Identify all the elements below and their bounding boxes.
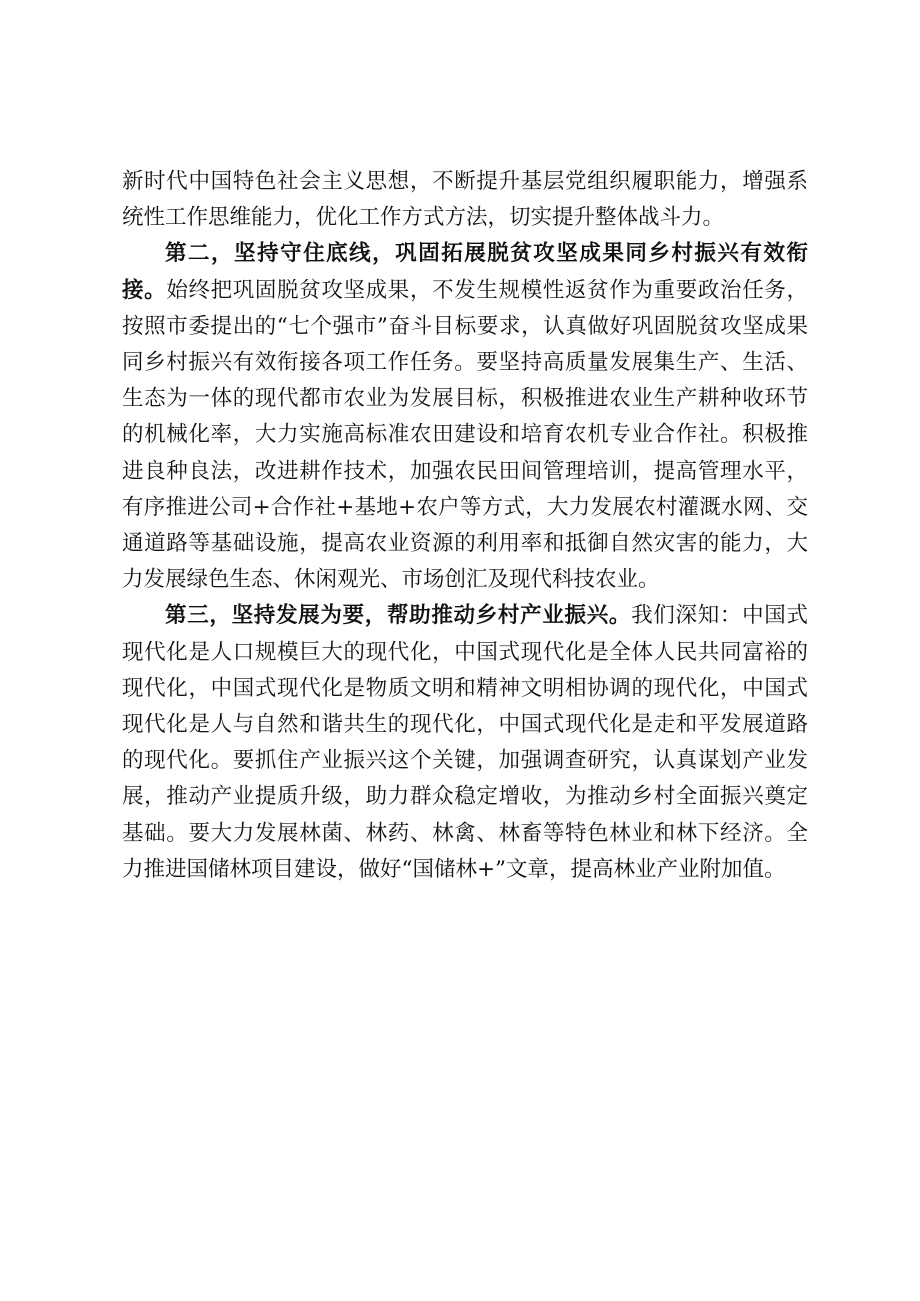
paragraph-third-point xyxy=(122,598,808,888)
paragraph-continuation xyxy=(122,164,808,236)
paragraph-body: 我们深知：中国式现代化是人口规模巨大的现代化，中国式现代化是全体人民共同富裕的现代化，中国式现代化是物质文明和精神文明相协调的现代化，中国式现代化是人与自然和谐共生的现代化，中国式现代化是走和平发展道路的现代化。要抓住产业振兴这个关键，加强调查研究，认真谋划产业发展，推动产业提质升级，助力群众稳定增收，为推动乡村全面振兴奠定基础。要大力发展林菌、林药、林禽、林畜等特色林业和林下经济。全力推进国储林项目建设，做好“国储林+”文章，提高林业产业附加值。 xyxy=(122,603,808,882)
paragraph-heading: 第二，坚持守住底线，巩固拓展脱贫攻坚成果同乡村振兴有效衔接。 xyxy=(122,241,808,303)
paragraph-body: 新时代中国特色社会主义思想，不断提升基层党组织履职能力，增强系统性工作思维能力，优化工作方式方法，切实提升整体战斗力。 xyxy=(122,169,808,231)
document-page xyxy=(122,164,808,888)
paragraph-second-point xyxy=(122,236,808,598)
paragraph-heading: 第三，坚持发展为要，帮助推动乡村产业振兴。 xyxy=(165,603,632,629)
paragraph-body: 始终把巩固脱贫攻坚成果，不发生规模性返贫作为重要政治任务，按照市委提出的“七个强市”奋斗目标要求，认真做好巩固脱贫攻坚成果同乡村振兴有效衔接各项工作任务。要坚持高质量发展集生产、生活、生态为一体的现代都市农业为发展目标，积极推进农业生产耕种收环节的机械化率，大力实施高标准农田建设和培育农机专业合作社。积极推进良种良法，改进耕作技术，加强农民田间管理培训，提高管理水平，有序推进公司+合作社+基地+农户等方式，大力发展农村灌溉水网、交通道路等基础设施，提高农业资源的利用率和抵御自然灾害的能力，大力发展绿色生态、休闲观光、市场创汇及现代科技农业。 xyxy=(122,277,808,593)
